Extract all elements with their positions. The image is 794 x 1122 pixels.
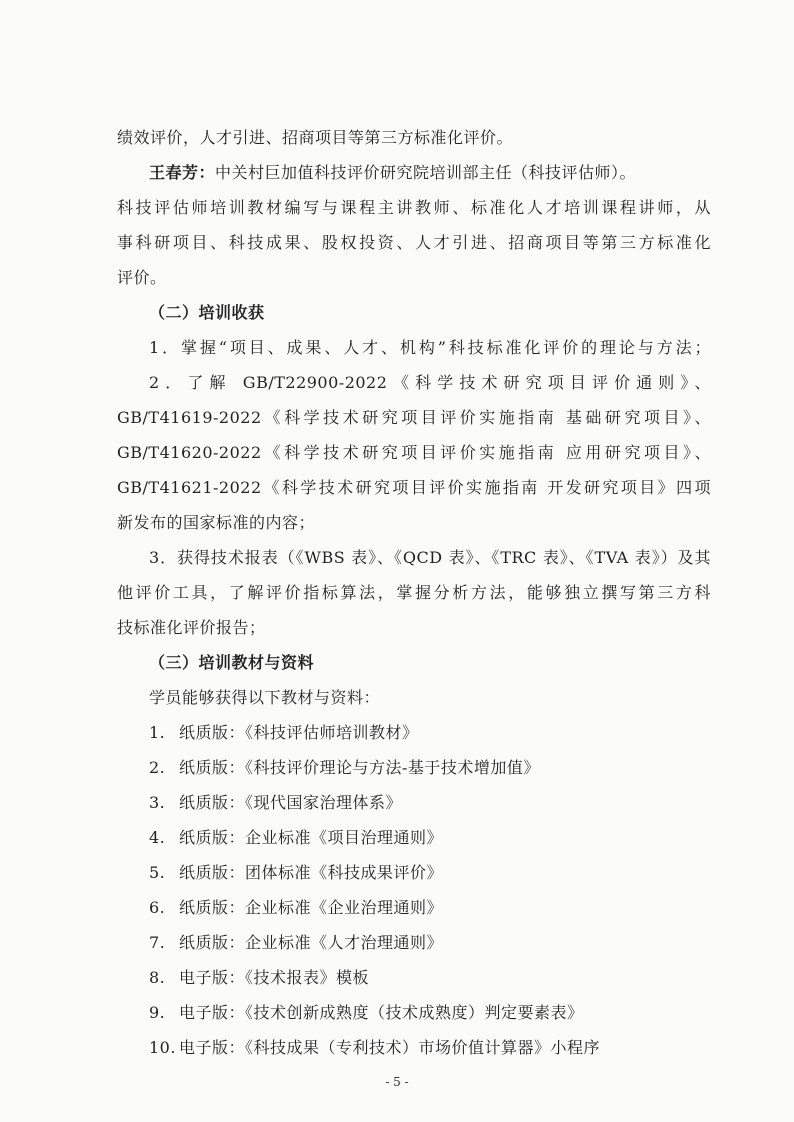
person-title: 中关村巨加值科技评价研究院培训部主任（科技评估师）。	[215, 163, 637, 182]
list-item: 1. 纸质版：《科技评估师培训教材》	[149, 723, 419, 742]
body-line: GB/T41620-2022《科学技术研究项目评价实施指南 应用研究项目》、	[117, 443, 711, 462]
body-line: 评价。	[117, 268, 167, 287]
list-intro: 学员能够获得以下教材与资料：	[149, 688, 381, 707]
section-heading: （三）培训教材与资料	[149, 653, 315, 672]
person-intro-line	[149, 163, 711, 183]
body-line: 事科研项目、科技成果、股权投资、人才引进、招商项目等第三方标准化	[117, 233, 711, 252]
body-line: GB/T41619-2022《科学技术研究项目评价实施指南 基础研究项目》、	[117, 408, 711, 427]
body-line: 3．获得技术报表（《WBS 表》、《QCD 表》、《TRC 表》、《TVA 表》）及其	[149, 548, 711, 567]
list-item: 5. 纸质版：团体标准《科技成果评价》	[149, 863, 444, 882]
body-line: 绩效评价，人才引进、招商项目等第三方标准化评价。	[117, 128, 514, 147]
list-item: 6. 纸质版：企业标准《企业治理通则》	[149, 898, 444, 917]
list-item: 4. 纸质版：企业标准《项目治理通则》	[149, 828, 444, 847]
list-item: 10. 电子版：《科技成果（专利技术）市场价值计算器》小程序	[149, 1038, 601, 1057]
body-line: 他评价工具，了解评价指标算法，掌握分析方法，能够独立撰写第三方科	[117, 583, 711, 602]
body-line: 1．掌握“项目、成果、人才、机构”科技标准化评价的理论与方法；	[149, 338, 711, 357]
list-item: 2. 纸质版：《科技评价理论与方法-基于技术增加值》	[149, 758, 540, 777]
section-heading: （二）培训收获	[149, 303, 265, 322]
person-name: 王春芳：	[149, 163, 216, 182]
body-line: 科技评估师培训教材编写与课程主讲教师、标准化人才培训课程讲师，从	[117, 198, 711, 217]
list-item: 8. 电子版：《技术报表》模板	[149, 968, 370, 987]
body-line: 技标准化评价报告；	[117, 618, 266, 637]
list-item: 9. 电子版：《技术创新成熟度（技术成熟度）判定要素表》	[149, 1003, 584, 1022]
list-item: 7. 纸质版：企业标准《人才治理通则》	[149, 933, 444, 952]
page-number: - 5 -	[385, 1075, 409, 1089]
list-item: 3. 纸质版：《现代国家治理体系》	[149, 793, 403, 812]
body-line: 2．了解 GB/T22900-2022《科学技术研究项目评价通则》、	[149, 373, 711, 392]
body-line: 新发布的国家标准的内容；	[117, 513, 316, 532]
body-line: GB/T41621-2022《科学技术研究项目评价实施指南 开发研究项目》四项	[117, 478, 711, 497]
